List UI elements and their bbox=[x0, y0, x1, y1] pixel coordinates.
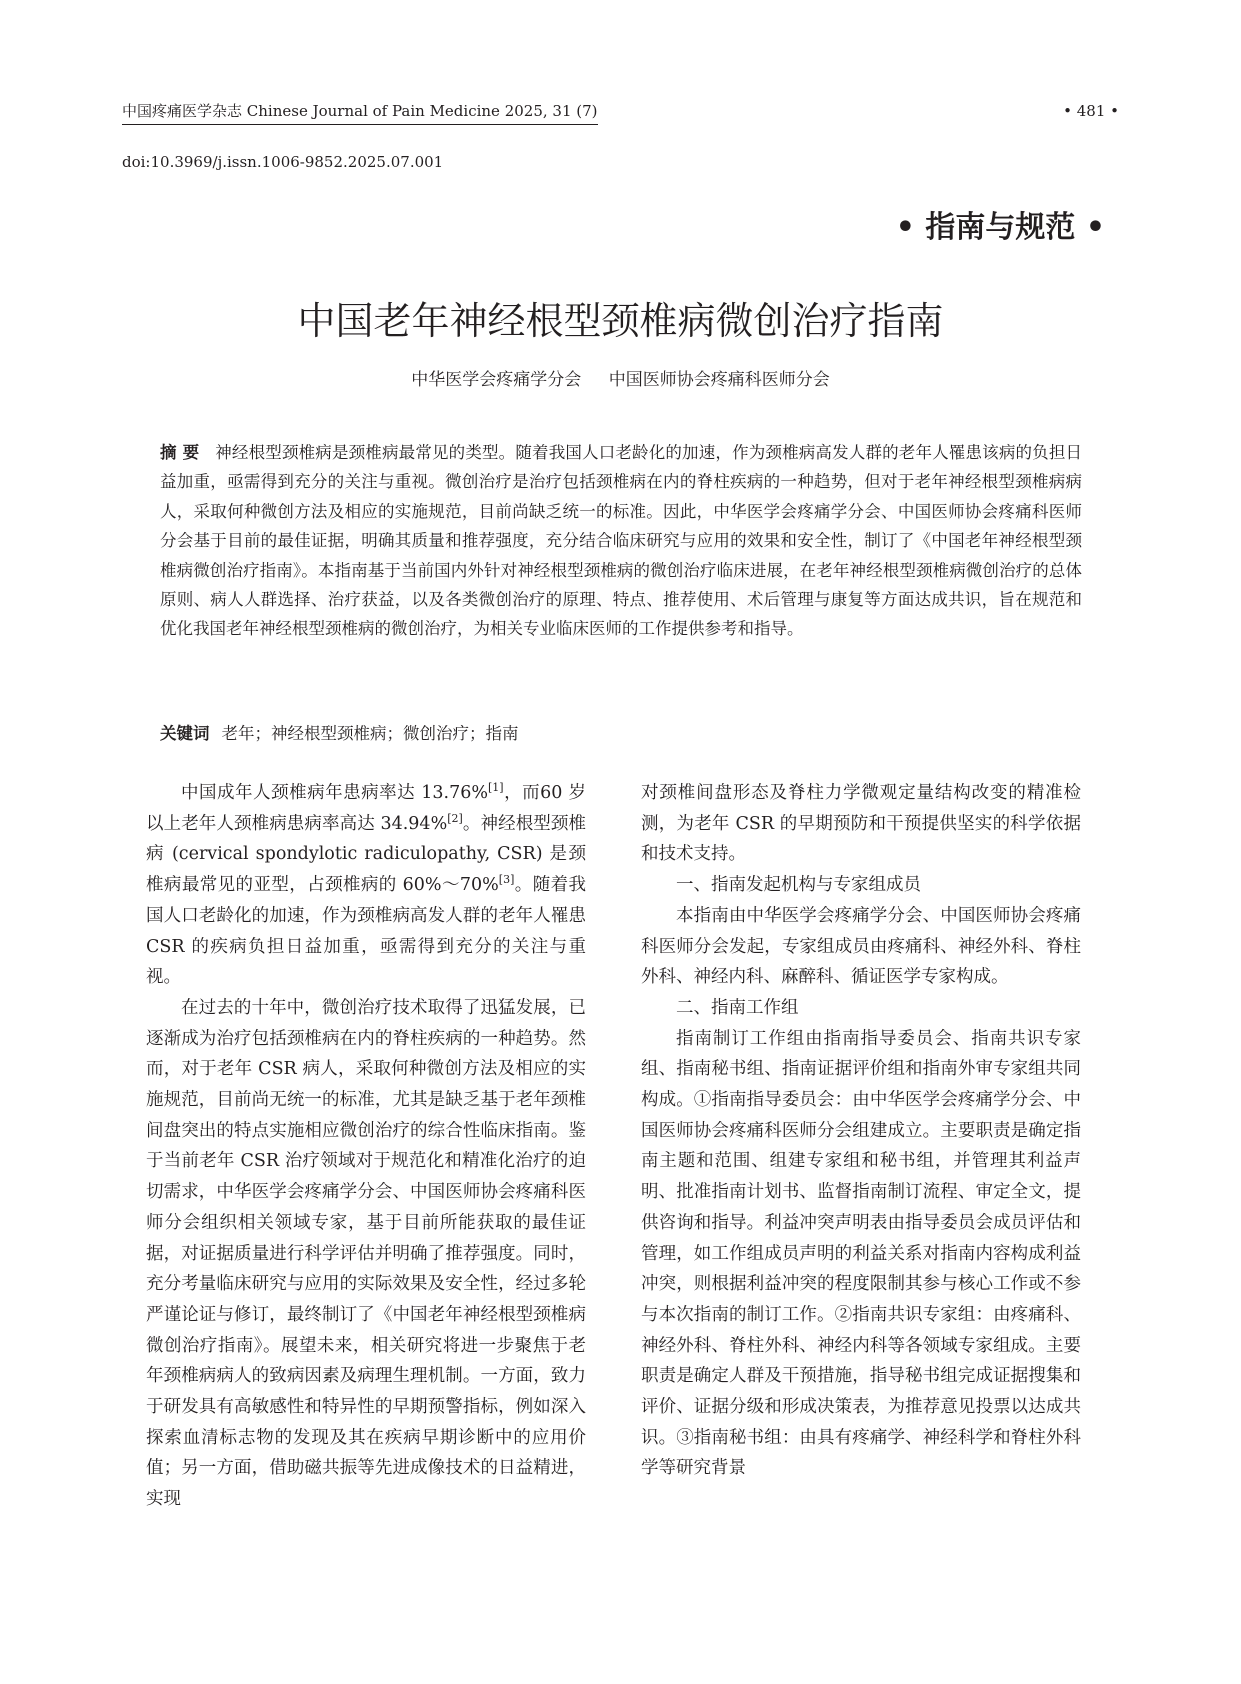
abstract-label: 摘 要 bbox=[160, 443, 200, 462]
body-paragraph-continued: 对颈椎间盘形态及脊柱力学微观定量结构改变的精准检测，为老年 CSR 的早期预防和干预提供坚实的科学依据和技术支持。 bbox=[641, 783, 1081, 865]
body-text: 中国成年人颈椎病年患病率达 13.76% bbox=[181, 783, 488, 803]
body-paragraph: 本指南由中华医学会疼痛学分会、中国医师协会疼痛科医师分会发起，专家组成员由疼痛科、神经外科、脊柱外科、神经内科、麻醉科、循证医学专家构成。 bbox=[641, 905, 1081, 988]
body-text: 。神经根型颈椎病 (cervical spondylotic radiculopathy, CSR) 是颈椎病最常见的亚型，占颈椎病的 60%～70% bbox=[146, 813, 586, 896]
running-header bbox=[122, 101, 1119, 125]
section-heading: 一、指南发起机构与专家组成员 bbox=[676, 875, 921, 896]
body-column-left bbox=[146, 778, 586, 1515]
keywords bbox=[160, 719, 1082, 748]
keywords-text: 老年；神经根型颈椎病；微创治疗；指南 bbox=[221, 724, 519, 743]
abstract-text: 神经根型颈椎病是颈椎病最常见的类型。随着我国人口老龄化的加速，作为颈椎病高发人群的老年人罹患该病的负担日益加重，亟需得到充分的关注与重视。微创治疗是治疗包括颈椎病在内的脊柱疾病的一种趋势，但对于老年神经根型颈椎病病人，采取何种微创方法及相应的实施规范，目前尚缺乏统一的标准。因此，中华医学会疼痛学分会、中国医师协会疼痛科医师分会基于目前的最佳证据，明确其质量和推荐强度，充分结合临床研究与应用的效果和安全性，制订了《中国老年神经根型颈椎病微创治疗指南》。本指南基于当前国内外针对神经根型颈椎病的微创治疗临床进展，在老年神经根型颈椎病微创治疗的总体原则、病人人群选择、治疗获益，以及各类微创治疗的原理、特点、推荐使用、术后管理与康复等方面达成共识，旨在规范和优化我国老年神经根型颈椎病的微创治疗，为相关专业临床医师的工作提供参考和指导。 bbox=[160, 443, 1083, 639]
section-heading: 二、指南工作组 bbox=[676, 997, 799, 1018]
body-column-right bbox=[641, 778, 1081, 1484]
keywords-label: 关键词 bbox=[160, 724, 210, 743]
body-paragraph bbox=[146, 778, 586, 993]
journal-citation: 中国疼痛医学杂志 Chinese Journal of Pain Medicine 2025, 31 (7) bbox=[122, 101, 598, 125]
citation-ref-2[interactable]: [2] bbox=[447, 811, 463, 825]
body-text: 。随着我国人口老龄化的加速，作为颈椎病高发人群的老年人罹患 CSR 的疾病负担日益加重，亟需得到充分的关注与重视。 bbox=[146, 875, 587, 988]
column-label: • 指南与规范 • bbox=[895, 210, 1105, 245]
doi-link[interactable]: doi:10.3969/j.issn.1006-9852.2025.07.001 bbox=[122, 153, 444, 171]
body-text: ，而60 岁以上老年人颈椎病患病率高达 34.94% bbox=[146, 783, 586, 834]
author-list: 中华医学会疼痛学分会 中国医师协会疼痛科医师分会 bbox=[411, 370, 830, 390]
page-number: • 481 • bbox=[1063, 102, 1119, 120]
article-title: 中国老年神经根型颈椎病微创治疗指南 bbox=[297, 299, 944, 343]
citation-ref-1[interactable]: [1] bbox=[488, 781, 504, 795]
body-paragraph: 在过去的十年中，微创治疗技术取得了迅猛发展，已逐渐成为治疗包括颈椎病在内的脊柱疾病的一种趋势。然而，对于老年 CSR 病人，采取何种微创方法及相应的实施规范，目前尚无统一的标准，尤其是缺乏基于老年颈椎间盘突出的特点实施相应微创治疗的综合性临床指南。鉴于当前老年 CSR 治疗领域对于规范化和精准化治疗的迫切需求，中华医学会疼痛学分会、中国医师协会疼痛科医师分会组织相关领域专家，基于目前所能获取的最佳证据，对证据质量进行科学评估并明确了推荐强度。同时，充分考量临床研究与应用的实际效果及安全性，经过多轮严谨论证与修订，最终制订了《中国老年神经根型颈椎病微创治疗指南》。展望未来，相关研究将进一步聚焦于老年颈椎病病人的致病因素及病理生理机制。一方面，致力于研发具有高敏感性和特异性的早期预警指标，例如深入探索血清标志物的发现及其在疾病早期诊断中的应用价值；另一方面，借助磁共振等先进成像技术的日益精进，实现 bbox=[146, 997, 586, 1510]
abstract bbox=[160, 438, 1082, 644]
body-paragraph: 指南制订工作组由指南指导委员会、指南共识专家组、指南秘书组、指南证据评价组和指南外审专家组共同构成。①指南指导委员会：由中华医学会疼痛学分会、中国医师协会疼痛科医师分会组建成立。主要职责是确定指南主题和范围、组建专家组和秘书组，并管理其利益声明、批准指南计划书、监督指南制订流程、审定全文，提供咨询和指导。利益冲突声明表由指导委员会成员评估和管理，如工作组成员声明的利益关系对指南内容构成利益冲突，则根据利益冲突的程度限制其参与核心工作或不参与本次指南的制订工作。②指南共识专家组：由疼痛科、神经外科、脊柱外科、神经内科等各领域专家组成。主要职责是确定人群及干预措施，指导秘书组完成证据搜集和评价、证据分级和形成决策表，为推荐意见投票以达成共识。③指南秘书组：由具有疼痛学、神经科学和脊柱外科学等研究背景 bbox=[641, 1028, 1081, 1479]
citation-ref-3[interactable]: [3] bbox=[498, 873, 515, 887]
